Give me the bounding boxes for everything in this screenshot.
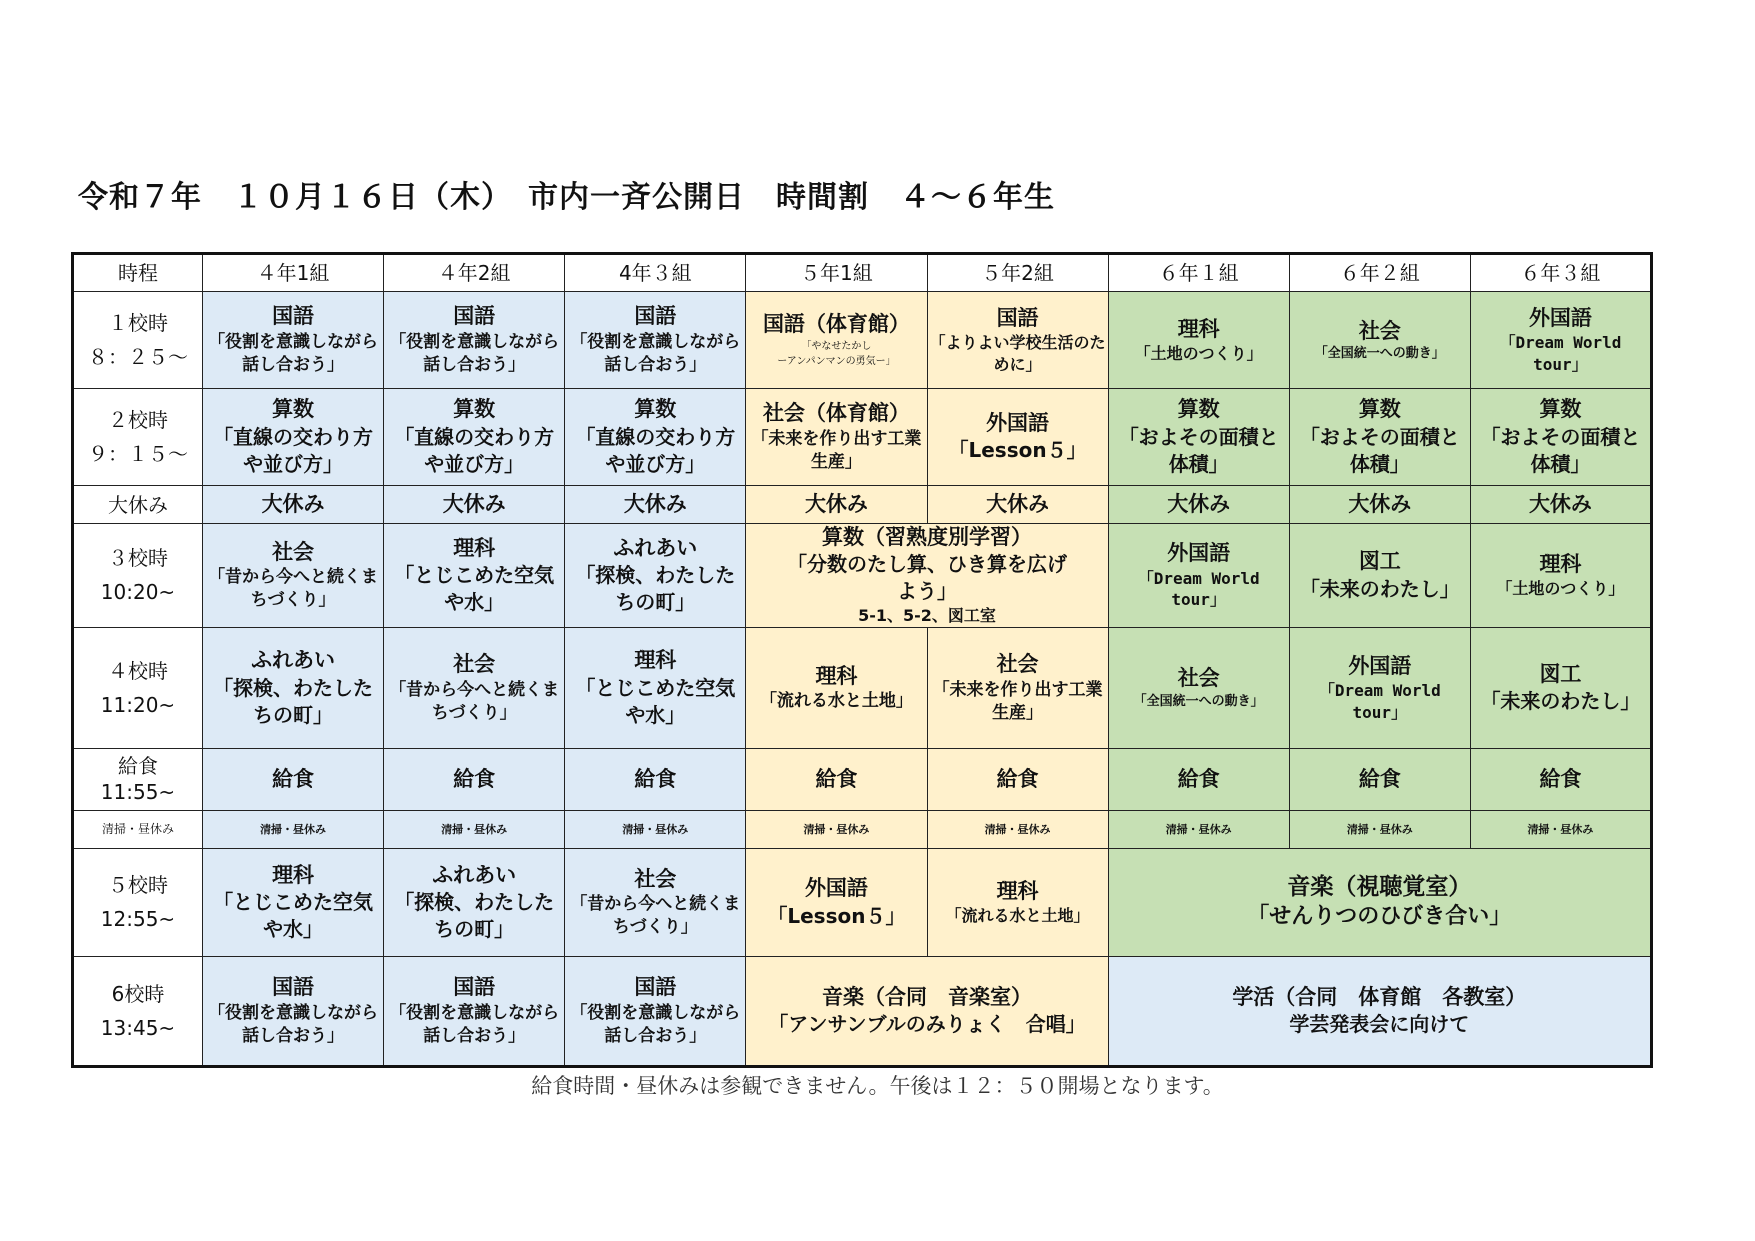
break-row [73,486,1652,524]
header-cell: ４年2組 [384,254,565,292]
lunch-cell: 給食 [1289,748,1470,810]
period-row-2 [73,389,1652,486]
lesson-cell: 算数 「直線の交わり方や並び方」 [384,389,565,486]
lesson-cell-merged: 音楽（合同 音楽室） 「アンサンブルのみりょく 合唱」 [746,956,1108,1066]
lesson-cell: 社会 「昔から今へと続くまちづくり」 [384,627,565,748]
lesson-cell: 外国語 「Dream World tour」 [1289,627,1470,748]
header-cell: 4年３組 [565,254,746,292]
period-label: ２校時 ９：１５～ [73,389,203,486]
period-label: 6校時 13:45~ [73,956,203,1066]
lesson-cell: 算数 「およその面積と体積」 [1470,389,1651,486]
period-label: 給食 11:55~ [73,748,203,810]
lesson-cell: 国語 「役割を意識しながら話し合おう」 [384,956,565,1066]
lesson-cell: 算数 「直線の交わり方や並び方」 [565,389,746,486]
lesson-cell: 理科 「土地のつくり」 [1470,524,1651,628]
lesson-cell: 社会 「全国統一への動き」 [1289,292,1470,389]
period-row-6 [73,956,1652,1066]
lunch-cell: 給食 [384,748,565,810]
period-label: 大休み [73,486,203,524]
break-cell: 大休み [203,486,384,524]
lesson-cell: 算数 「直線の交わり方や並び方」 [203,389,384,486]
break-cell: 大休み [746,486,927,524]
lesson-cell: 図工 「未来のわたし」 [1470,627,1651,748]
cleaning-cell: 清掃・昼休み [203,810,384,848]
lesson-cell: 国語 「役割を意識しながら話し合おう」 [565,292,746,389]
lesson-cell: 社会（体育館） 「未来を作り出す工業生産」 [746,389,927,486]
cleaning-cell: 清掃・昼休み [1289,810,1470,848]
cleaning-cell: 清掃・昼休み [565,810,746,848]
cleaning-row [73,810,1652,848]
lesson-cell: 外国語 「Lesson５」 [746,848,927,956]
lunch-cell: 給食 [565,748,746,810]
period-row-1 [73,292,1652,389]
break-cell: 大休み [384,486,565,524]
lesson-cell: 図工 「未来のわたし」 [1289,524,1470,628]
lesson-cell: 理科 「土地のつくり」 [1108,292,1289,389]
lesson-cell: ふれあい 「探検、わたしたちの町」 [565,524,746,628]
cleaning-cell: 清掃・昼休み [384,810,565,848]
cleaning-cell: 清掃・昼休み [1108,810,1289,848]
period-label: 清掃・昼休み [73,810,203,848]
lesson-cell: 理科 「流れる水と土地」 [746,627,927,748]
header-row [73,254,1652,292]
cleaning-cell: 清掃・昼休み [1470,810,1651,848]
period-label: ４校時 11:20~ [73,627,203,748]
cleaning-cell: 清掃・昼休み [746,810,927,848]
lunch-cell: 給食 [927,748,1108,810]
header-cell: ６年１組 [1108,254,1289,292]
lesson-cell: 外国語 「Lesson５」 [927,389,1108,486]
lesson-cell: 国語 「役割を意識しながら話し合おう」 [203,292,384,389]
lesson-cell-merged: 算数（習熟度別学習） 「分数のたし算、ひき算を広げよう」 5-1、5-2、図工室 [746,524,1108,628]
lunch-row [73,748,1652,810]
lesson-cell: 理科 「とじこめた空気や水」 [565,627,746,748]
lunch-cell: 給食 [203,748,384,810]
lesson-cell-merged: 音楽（視聴覚室） 「せんりつのひびき合い」 [1108,848,1651,956]
period-row-4 [73,627,1652,748]
page-title: 令和７年 １０月１６日（木） 市内一斉公開日 時間割 ４～６年生 [78,180,1055,215]
lunch-cell: 給食 [1108,748,1289,810]
header-cell: ４年1組 [203,254,384,292]
period-label: ３校時 10:20~ [73,524,203,628]
lunch-cell: 給食 [1470,748,1651,810]
lesson-cell: 国語 「役割を意識しながら話し合おう」 [203,956,384,1066]
break-cell: 大休み [1470,486,1651,524]
lesson-cell: 社会 「全国統一への動き」 [1108,627,1289,748]
header-cell: ６年３組 [1470,254,1651,292]
header-cell: ６年２組 [1289,254,1470,292]
period-label: ５校時 12:55~ [73,848,203,956]
lesson-cell: 社会 「昔から今へと続くまちづくり」 [565,848,746,956]
lesson-cell: 社会 「昔から今へと続くまちづくり」 [203,524,384,628]
lesson-cell: 外国語 「Dream World tour」 [1108,524,1289,628]
period-row-5 [73,848,1652,956]
break-cell: 大休み [927,486,1108,524]
lesson-cell: 国語 「よりよい学校生活のために」 [927,292,1108,389]
lesson-cell: 国語（体育館） 「やなせたかし ーアンパンマンの勇気ー」 [746,292,927,389]
lunch-cell: 給食 [746,748,927,810]
header-cell: 時程 [73,254,203,292]
lesson-cell: 国語 「役割を意識しながら話し合おう」 [384,292,565,389]
period-row-3 [73,524,1652,628]
footnote: 給食時間・昼休みは参観できません。午後は１２：５０開場となります。 [531,1074,1224,1098]
period-label: １校時 ８：２５～ [73,292,203,389]
lesson-cell: 国語 「役割を意識しながら話し合おう」 [565,956,746,1066]
lesson-cell-merged: 学活（合同 体育館 各教室） 学芸発表会に向けて [1108,956,1651,1066]
lesson-cell: 算数 「およその面積と体積」 [1108,389,1289,486]
lesson-cell: 社会 「未来を作り出す工業生産」 [927,627,1108,748]
lesson-cell: 外国語 「Dream World tour」 [1470,292,1651,389]
lesson-cell: 理科 「とじこめた空気や水」 [384,524,565,628]
cleaning-cell: 清掃・昼休み [927,810,1108,848]
lesson-cell: 理科 「流れる水と土地」 [927,848,1108,956]
lesson-cell: 理科 「とじこめた空気や水」 [203,848,384,956]
lesson-cell: ふれあい 「探検、わたしたちの町」 [384,848,565,956]
break-cell: 大休み [1289,486,1470,524]
timetable [71,252,1653,1068]
lesson-cell: ふれあい 「探検、わたしたちの町」 [203,627,384,748]
break-cell: 大休み [565,486,746,524]
header-cell: ５年2組 [927,254,1108,292]
break-cell: 大休み [1108,486,1289,524]
header-cell: ５年1組 [746,254,927,292]
lesson-cell: 算数 「およその面積と体積」 [1289,389,1470,486]
